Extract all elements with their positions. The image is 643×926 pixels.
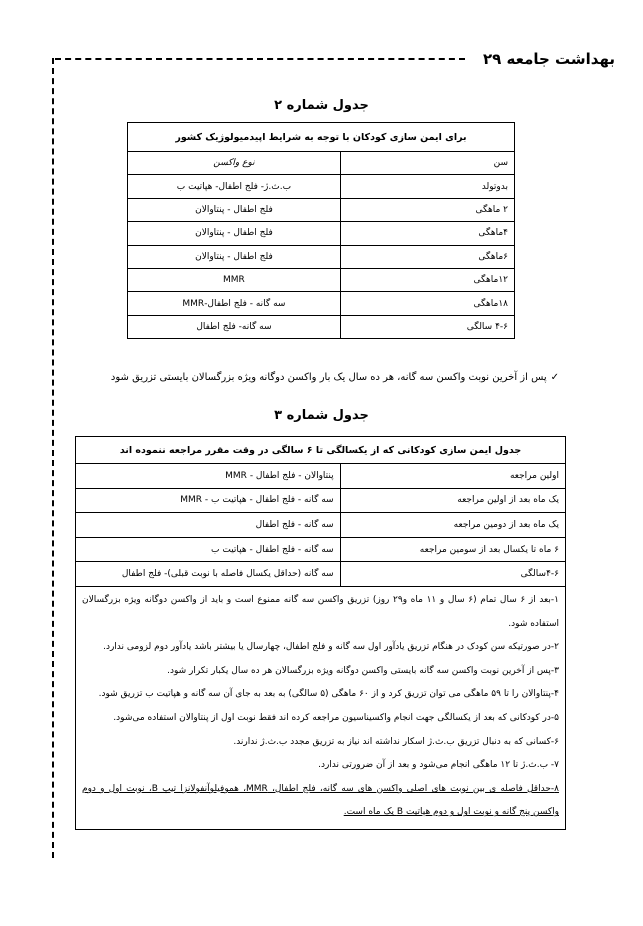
table-row (128, 292, 515, 315)
age-cell: ۶ماهگی (340, 245, 514, 268)
table-row (76, 562, 566, 587)
vaccine-cell: فلج اطفال - پنتاوالان (128, 222, 341, 245)
vaccine-cell: سه گانه - فلج اطفال-MMR (128, 292, 341, 315)
table2-col-vaccine: نوع واکسن (128, 152, 341, 175)
table-row (128, 245, 515, 268)
age-cell: ۲ ماهگی (340, 198, 514, 221)
table-row (128, 175, 515, 198)
vaccine-cell: سه گانه- فلج اطفال (128, 315, 341, 338)
note-item: ۷- ب.ث.ژ تا ۱۲ ماهگی انجام می‌شود و بعد از آن ضرورتی ندارد. (318, 760, 559, 771)
note-item: ۴-پنتاوالان را تا ۵۹ ماهگی می توان تزریق کرد و از ۶۰ ماهگی (۵ سالگی) به بعد به جای آن سه گانه و هپاتیت ب تزریق شود. (98, 689, 559, 700)
note-item: ۲-در صورتیکه سن کودک در هنگام تزریق یادآور اول سه گانه و فلج اطفال، چهارسال یا بیشتر باشد یادآور دوم لزومی ندارد. (103, 642, 559, 653)
checkmark-icon: ✓ (550, 372, 559, 383)
page-title: بهداشت جامعه ۲۹ (482, 50, 615, 68)
table2-col-age: سن (340, 152, 514, 175)
table-row (76, 513, 566, 538)
age-cell: ۱۸ماهگی (340, 292, 514, 315)
note-item: ۵-در کودکانی که بعد از یکسالگی جهت انجام واکسیناسیون مراجعه کرده اند فقط نوبت اول از پنتاوالان استفاده می‌شود. (113, 712, 559, 723)
note-item: ۸-حداقل فاصله ی بین نوبت های اصلی واکسن های سه گانه، فلج اطفال، MMR، هموفیلوآنفولانزا تیپ B، نوبت اول و دوم واکسن پنج گانه و نوبت اول و دوم هپاتیت B یک ماه است. (82, 783, 559, 818)
vaccine-cell: سه گانه - فلج اطفال - هپاتیت ب (76, 537, 341, 562)
vaccine-cell: فلج اطفال - پنتاوالان (128, 198, 341, 221)
vaccine-cell: MMR (128, 268, 341, 291)
table-row (128, 315, 515, 338)
vaccine-cell: سه گانه - فلج اطفال (76, 513, 341, 538)
table-row (128, 198, 515, 221)
vaccine-cell: فلج اطفال - پنتاوالان (128, 245, 341, 268)
vaccine-cell: پنتاوالان - فلج اطفال - MMR (76, 464, 341, 489)
visit-cell: یک ماه بعد از اولین مراجعه (340, 488, 565, 513)
age-cell: ۱۲ماهگی (340, 268, 514, 291)
table2-title: برای ایمن سازی کودکان با توجه به شرایط اپیدمیولوژیک کشور (128, 123, 515, 152)
visit-cell: ۴-۶سالگی (340, 562, 565, 587)
age-cell: ۴ماهگی (340, 222, 514, 245)
table2-vaccination-schedule (127, 122, 515, 339)
table3-title: جدول ایمن سازی کودکانی که از یکسالگی تا ۶ سالگی در وقت مقرر مراجعه ننموده اند (76, 437, 566, 464)
table-row (128, 268, 515, 291)
note-item: ۳-پس از آخرین نوبت واکسن سه گانه بایستی واکسن دوگانه ویژه بزرگسالان هر ده سال یکبار تکرار شود. (167, 665, 559, 676)
vaccine-cell: سه گانه (حداقل یکسال فاصله با نوبت قبلی)- فلج اطفال (76, 562, 341, 587)
note-text: پس از آخرین نوبت واکسن سه گانه، هر ده سال یک بار واکسن دوگانه ویژه بزرگسالان بایستی تزریق شود (110, 372, 547, 383)
visit-cell: ۶ ماه تا یکسال بعد از سومین مراجعه (340, 537, 565, 562)
note-item: ۶-کسانی که به دنبال تزریق ب.ث.ژ اسکار نداشته اند نیاز به تزریق مجدد ب.ث.ژ ندارند. (233, 736, 559, 747)
note-adult-booster (0, 372, 559, 383)
table-row (128, 222, 515, 245)
table3-catch-up-schedule (75, 436, 566, 830)
table-row (76, 464, 566, 489)
table2-caption: جدول شماره ۲ (274, 98, 369, 113)
table3-notes (76, 586, 566, 829)
vaccine-cell: سه گانه - فلج اطفال - هپاتیت ب - MMR (76, 488, 341, 513)
vaccine-cell: ب.ث.ژ- فلج اطفال- هپاتیت ب (128, 175, 341, 198)
table-row (76, 537, 566, 562)
age-cell: بدوتولد (340, 175, 514, 198)
note-item: ۱-بعد از ۶ سال تمام (۶ سال و ۱۱ ماه و۲۹ روز) تزریق واکسن سه گانه ممنوع است و باید از واکسن دوگانه ویژه بزرگسالان استفاده شود. (82, 594, 559, 629)
side-dashed-rule (52, 58, 54, 858)
header-dashed-rule (55, 58, 465, 60)
visit-cell: اولین مراجعه (340, 464, 565, 489)
visit-cell: یک ماه بعد از دومین مراجعه (340, 513, 565, 538)
page-header (55, 50, 615, 72)
table-row (76, 488, 566, 513)
table3-caption: جدول شماره ۳ (274, 408, 369, 423)
age-cell: ۴-۶ سالگی (340, 315, 514, 338)
